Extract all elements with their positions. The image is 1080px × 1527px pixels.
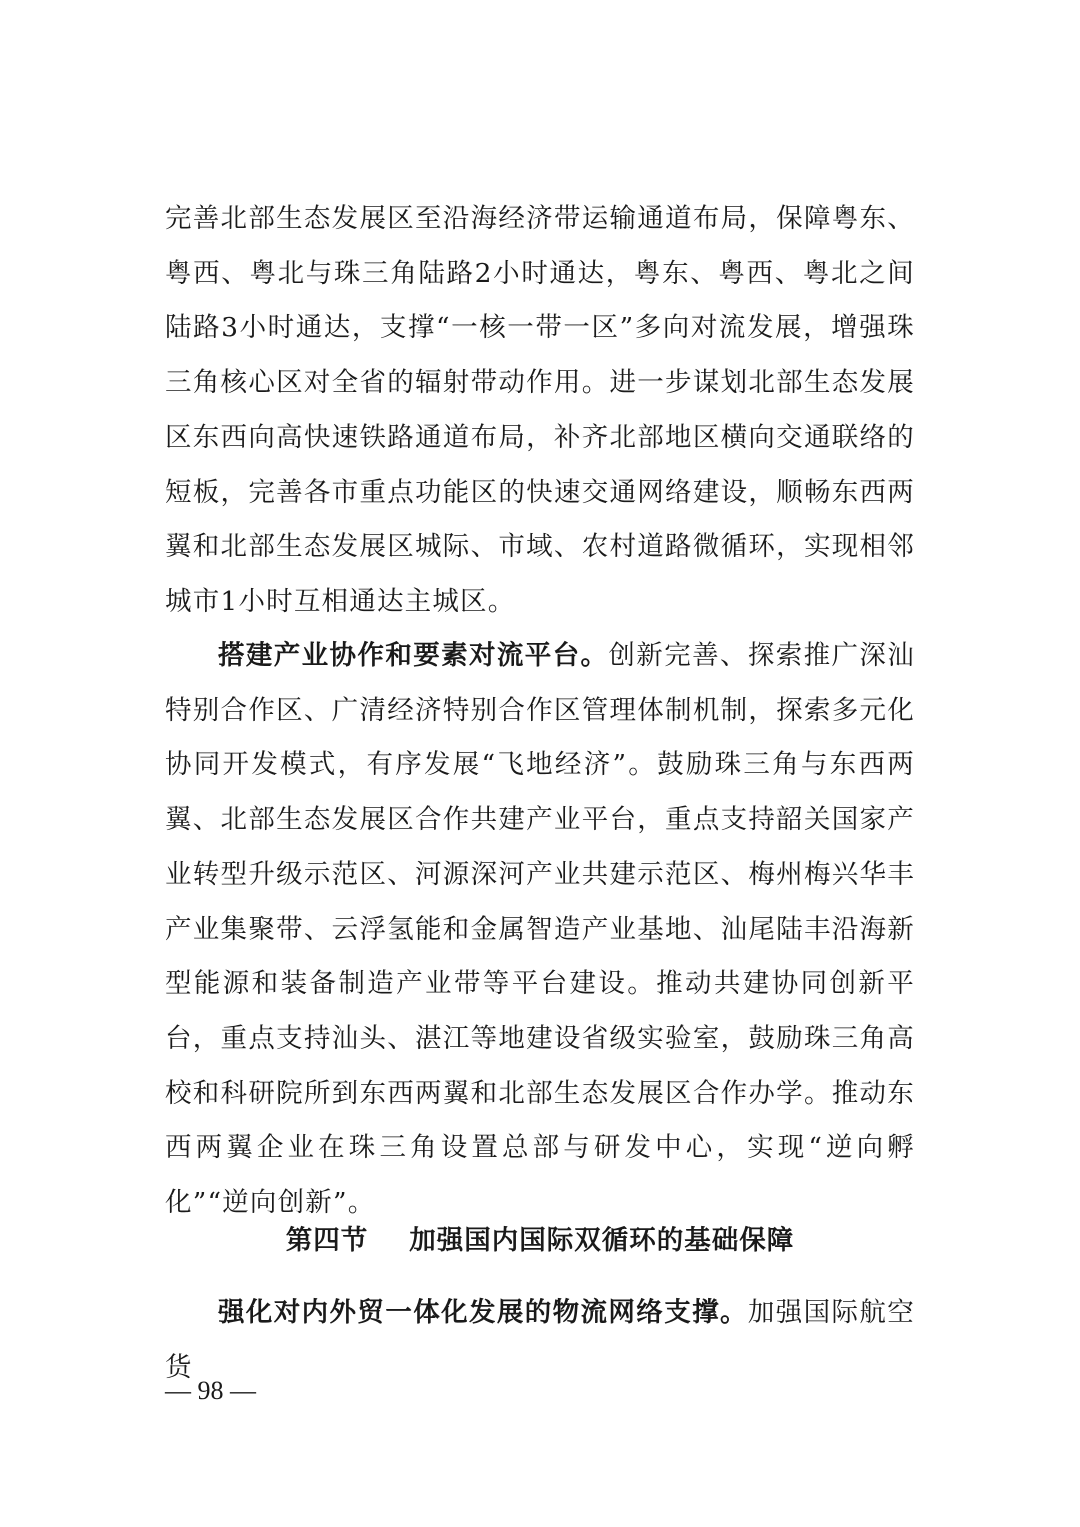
paragraph-lead: 搭建产业协作和要素对流平台。	[218, 640, 609, 671]
section-heading	[0, 1214, 1080, 1268]
paragraph-industry-platform	[165, 629, 915, 1231]
page-number: — 98 —	[165, 1376, 256, 1405]
section-number: 第四节	[285, 1225, 369, 1256]
paragraph-text: 创新完善、探索推广深汕特别合作区、广清经济特别合作区管理体制机制，探索多元化协同开发模式，有序发展“飞地经济”。鼓励珠三角与东西两翼、北部生态发展区合作共建产业平台，重点支持韶关国家产业转型升级示范区、河源深河产业共建示范区、梅州梅兴华丰产业集聚带、云浮氢能和金属智造产业基地、汕尾陆丰沿海新型能源和装备制造产业带等平台建设。推动共建协同创新平台，重点支持汕头、湛江等地建设省级实验室，鼓励珠三角高校和科研院所到东西两翼和北部生态发展区合作办学。推动东西两翼企业在珠三角设置总部与研发中心，实现“逆向孵化”“逆向创新”。	[165, 640, 915, 1219]
paragraph-text: 加强国际航空货	[165, 1297, 915, 1383]
paragraph-lead: 强化对内外贸一体化发展的物流网络支撑。	[218, 1297, 748, 1328]
section-title: 加强国内国际双循环的基础保障	[409, 1225, 795, 1256]
paragraph-transport-layout	[165, 192, 915, 630]
paragraph-logistics-network	[165, 1286, 915, 1395]
paragraph-text: 完善北部生态发展区至沿海经济带运输通道布局，保障粤东、粤西、粤北与珠三角陆路2小时通达，粤东、粤西、粤北之间陆路3小时通达，支撑“一核一带一区”多向对流发展，增强珠三角核心区对全省的辐射带动作用。进一步谋划北部生态发展区东西向高快速铁路通道布局，补齐北部地区横向交通联络的短板，完善各市重点功能区的快速交通网络建设，顺畅东西两翼和北部生态发展区城际、市域、农村道路微循环，实现相邻城市1小时互相通达主城区。	[165, 203, 915, 617]
